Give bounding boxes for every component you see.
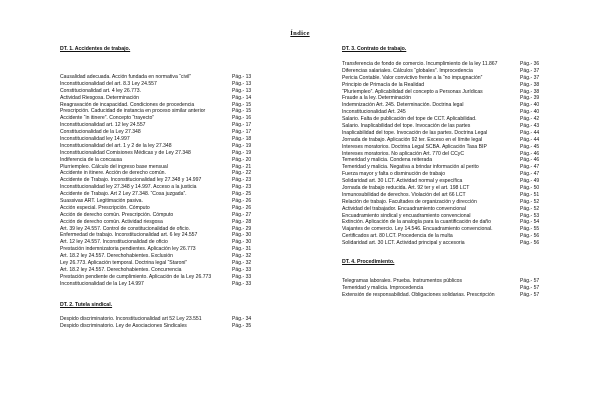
entry-page-number: Pág.- 56 [520,233,540,240]
index-entry [342,240,600,247]
index-entry [60,115,310,122]
entry-label: Indiferencia de la concausa [60,156,123,163]
entry-page-number: Pág.- 32 [232,253,252,260]
index-entry [342,226,600,233]
entry-page-number: Pág.- 33 [232,266,252,273]
index-entry [342,199,600,206]
index-entry [60,323,310,330]
index-title: Índice [290,30,310,37]
index-entry [342,206,600,213]
entry-page-number: Pág.- 13 [232,87,252,94]
index-entry [60,205,310,212]
index-entry [60,129,310,136]
entry-page-number: Pág.- 13 [232,80,252,87]
entry-label: Art. 12 ley 24.557. Inconstitucionalidad de oficio [60,239,168,246]
entry-page-number: Pág.- 17 [232,129,252,136]
index-entry [60,74,310,81]
entry-page-number: Pág.- 25 [232,191,252,198]
entry-label: Reagravación de incapacidad. Condiciones de procedencia [60,101,195,108]
entry-page-number: Pág.- 36 [520,61,540,67]
section-accidentes-de-trabajo [60,46,310,288]
entry-label: Jornada de trabajo. Aplicación 92 ter. Exceso en el límite legal [342,136,483,143]
section-entries [60,316,310,330]
entry-label: Temeridad y malicia. Condena reiterada [342,157,433,164]
index-entry [60,253,310,260]
section-heading: DT. 4. Procedimiento. [342,259,395,266]
entry-page-number: Pág.- 53 [520,212,540,219]
entry-label: Extensión de responsabilidad. Obligaciones solidarias. Prescripción [342,291,495,298]
entry-page-number: Pág.- 32 [232,260,252,267]
entry-page-number: Pág.- 52 [520,198,540,205]
entry-label: Art. 39 ley 24.557. Control de constitucionalidad de oficio. [60,225,190,232]
entry-label: Enfermedad de trabajo. Inconstitucionalidad art. 6 ley 24.557 [60,232,198,239]
entry-label: Despido discriminatorio. Inconstitucionalidad art 52 Ley 23.551 [60,315,202,322]
entry-page-number: Pág.- 39 [520,95,540,102]
entry-label: Accidente in itinere. Acción de derecho común. [60,170,166,177]
index-entry [60,198,310,205]
index-entry [60,184,310,191]
entry-label: Jornada de trabajo reducida. Art. 92 ter y el art. 198 LCT [342,185,470,192]
index-entry [342,219,600,226]
entry-page-number: Pág.- 43 [520,123,540,130]
entry-label: Diferencias salariales. Cálculos “globales”. Improcedencia [342,67,473,74]
entry-page-number: Pág.- 26 [232,198,252,205]
entry-label: Acción especial. Prescripción. Cómputo [60,204,150,211]
index-entry [60,108,310,115]
entry-label: Despido discriminatorio. Ley de Asociaciones Sindicales [60,322,187,329]
index-entry [60,157,310,164]
index-entry [60,88,310,95]
index-entry [60,219,310,226]
entry-page-number: Pág.- 29 [232,225,252,232]
entry-page-number: Pág.- 40 [520,102,540,109]
index-entry [60,191,310,198]
entry-label: Solidaridad art. 30 LCT. Actividad principal y accesoria [342,240,465,247]
entry-label: Suassivas ART. Legitimación pasiva. [60,198,143,205]
right-column [342,46,600,299]
entry-label: Inconstitucionalidad del art. 1 y 2 de la ley 27.348 [60,142,172,149]
entry-page-number: Pág.- 30 [232,232,252,239]
index-entry [342,171,600,178]
index-entry [342,278,600,285]
entry-page-number: Pág.- 26 [232,204,252,211]
index-entry [342,185,600,192]
entry-label: Accidente “in itinere”. Concepto “trayecto” [60,115,154,122]
entry-label: Accidente de Trabajo. Inconstitucionalidad ley 27.348 y 14.997 [60,177,202,184]
section-procedimiento [342,259,600,299]
index-entry [60,164,310,171]
index-entry [60,177,310,184]
index-entry [342,233,600,240]
index-entry [342,61,600,68]
index-entry [60,81,310,88]
entry-page-number: Pág.- 28 [232,218,252,225]
entry-label: Inmunosubilidad de derechos. Violación del art 66 LCT [342,191,466,198]
entry-label: Fuerza mayor y falta o disminución de trabajo [342,171,446,178]
section-heading: DT. 3. Contrato de trabajo. [342,46,407,52]
entry-page-number: Pág.- 57 [520,284,540,291]
entry-label: Viajantes de comercio. Ley 14.546. Encuadramiento convencional. [342,226,493,233]
entry-label: Accidente de Trabajo. Art 2 Ley 27.348. “Cosa juzgada”. [60,191,187,198]
section-heading: DT. 1. Accidentes de trabajo. [60,46,131,52]
section-entries [60,74,310,288]
index-entry [60,136,310,143]
entry-page-number: Pág.- 56 [520,240,540,247]
entry-page-number: Pág.- 15 [232,101,252,108]
entry-label: Pericia Contable. Valor convictivo frente a la “no impugnación” [342,74,483,81]
entry-page-number: Pág.- 27 [232,211,252,218]
entry-label: Prescripción. Caducidad de instancia en proceso similar anterior [60,108,206,115]
entry-page-number: Pág.- 15 [232,108,252,115]
entry-label: Constitucionalidad de la Ley 27.348 [60,129,141,136]
entry-page-number: Pág.- 45 [520,143,540,150]
entry-label: Salario. Inaplicabilidad del tope. Invocación de las partes [342,123,471,130]
entry-label: Intereses moratorios. No aplicación Art. 770 del CCyC [342,150,465,157]
entry-label: Inconstitucionalidad ley 14.997 [60,136,130,143]
entry-page-number: Pág.- 37 [520,67,540,74]
index-entry [342,213,600,220]
index-entry [60,122,310,129]
entry-label: Extinción. Aplicación de la analogía para la cuantificación de daño [342,219,491,226]
entry-label: Inconstitucionalidad del art. 8.3 Ley 24.557 [60,80,157,87]
entry-label: Causalidad adecuada. Acción fundada en normativa “civil” [60,74,192,80]
entry-label: Ley 26.773. Aplicación temporal. Doctrina legal “Staroni” [60,260,188,267]
entry-page-number: Pág.- 49 [520,178,540,185]
index-entry [60,274,310,281]
entry-page-number: Pág.- 50 [520,185,540,192]
entry-page-number: Pág.- 23 [232,184,252,191]
entry-label: Inconstitucionalidad Art. 245 [342,109,406,116]
entry-page-number: Pág.- 40 [520,109,540,116]
entry-page-number: Pág.- 22 [232,170,252,177]
entry-label: Actividad Riesgosa. Determinación [60,94,139,101]
entry-page-number: Pág.- 23 [232,177,252,184]
entry-page-number: Pág.- 46 [520,157,540,164]
index-entry [342,75,600,82]
index-entry [342,102,600,109]
entry-page-number: Pág.- 55 [520,226,540,233]
entry-label: Temeridad y malicia. Improcedencia [342,284,424,291]
entry-label: Encuadramiento sindical y encuadramiento convencional [342,212,471,219]
section-entries [342,61,600,247]
entry-label: Principio de Primacía de la Realidad [342,81,425,88]
entry-label: Art. 18.2 ley 24.557. Derechohabientes. Concurrencia [60,266,182,273]
section-entries [342,278,600,299]
entry-label: “Pluriempleo”. Aplicabilidad del concepto a Personas Jurídicas [342,88,483,95]
entry-page-number: Pág.- 47 [520,164,540,171]
entry-page-number: Pág.- 21 [232,163,252,170]
entry-page-number: Pág.- 33 [232,273,252,280]
index-entry [60,226,310,233]
entry-page-number: Pág.- 18 [232,136,252,143]
entry-label: Actividad del trabajador. Encuadramiento convencional [342,205,467,212]
entry-label: Transferencia de fondo de comercio. Incumplimiento de la ley 11.867 [342,61,498,67]
entry-label: Inconstitucionalidad Comisiones Médicas y de Ley 27.348 [60,149,191,156]
entry-label: Solidaridad art. 30 LCT. Actividad normal y específica [342,178,463,185]
entry-label: Intereses moratorios. Doctrina Legal SCBA. Aplicación Tasa BIP [342,143,487,150]
entry-label: Telegramas laborales. Prueba. Instrumentos públicos [342,278,463,285]
index-entry [342,130,600,137]
index-entry [342,137,600,144]
entry-label: Inconstitucionalidad art. 12 ley 24.557 [60,122,146,129]
entry-label: Inconstitucionalidad de la Ley 14.997 [60,280,144,287]
index-entry [342,68,600,75]
entry-label: Temeridad y malicia. Negativa a brindar información al perito [342,164,479,171]
entry-page-number: Pág.- 30 [232,239,252,246]
entry-page-number: Pág.- 33 [232,280,252,287]
entry-page-number: Pág.- 51 [520,191,540,198]
entry-label: Salario. Falta de publicación del tope de CCT. Aplicabilidad. [342,116,477,123]
index-entry [342,82,600,89]
index-entry [60,170,310,177]
index-entry [342,178,600,185]
index-entry [60,246,310,253]
index-entry [60,316,310,323]
index-entry [342,292,600,299]
section-heading: DT. 2. Tutela sindical. [60,301,113,308]
entry-page-number: Pág.- 20 [232,156,252,163]
section-contrato-de-trabajo [342,46,600,247]
section-tutela-sindical [60,302,310,330]
entry-page-number: Pág.- 19 [232,142,252,149]
index-entry [60,239,310,246]
index-entry [342,95,600,102]
entry-page-number: Pág.- 14 [232,94,252,101]
entry-page-number: Pág.- 44 [520,136,540,143]
left-column [60,46,310,329]
index-entry [342,192,600,199]
index-entry [342,116,600,123]
entry-page-number: Pág.- 57 [520,291,540,298]
entry-page-number: Pág.- 57 [520,278,540,285]
entry-label: Acción de derecho común. Prescripción. Cómputo [60,211,174,218]
index-entry [60,95,310,102]
entry-page-number: Pág.- 31 [232,246,252,253]
entry-page-number: Pág.- 16 [232,115,252,122]
entry-page-number: Pág.- 37 [520,74,540,81]
index-entry [342,89,600,96]
index-entry [60,212,310,219]
index-entry [60,260,310,267]
entry-label: Certificados art. 80 LCT. Procedencia de la multa [342,233,453,240]
entry-page-number: Pág.- 38 [520,88,540,95]
entry-page-number: Pág.- 47 [520,171,540,178]
index-entry [342,151,600,158]
entry-page-number: Pág.- 13 [232,74,252,80]
entry-page-number: Pág.- 19 [232,149,252,156]
entry-label: Inaplicabilidad del tope. Invocación de las partes. Doctrina Legal [342,129,488,136]
index-entry [60,150,310,157]
index-entry [342,144,600,151]
entry-page-number: Pág.- 52 [520,205,540,212]
index-entry [60,267,310,274]
entry-page-number: Pág.- 38 [520,81,540,88]
index-entry [60,232,310,239]
entry-page-number: Pág.- 17 [232,122,252,129]
entry-label: Constitucionalidad art. 4 ley 26.773. [60,87,141,94]
entry-label: Art. 18.2 ley 24.557. Derechohabientes. Exclusión [60,253,173,260]
entry-label: Inconstitucionalidad ley 27.348 y 14.997. Acceso a la justicia [60,184,197,191]
index-entry [342,109,600,116]
entry-label: Acción de derecho común. Actividad riesgosa [60,218,163,225]
index-entry [342,123,600,130]
entry-page-number: Pág.- 35 [232,322,252,329]
entry-label: Indemnización Art. 245. Determinación. Doctrina legal [342,102,464,109]
index-entry [60,143,310,150]
index-entry [342,285,600,292]
index-entry [342,164,600,171]
index-entry [60,102,310,109]
entry-label: Prestación pendiente de cumplimiento. Aplicación de la Ley 26.773 [60,273,212,280]
index-entry [60,281,310,288]
entry-label: Plurriempleo. Cálculo del ingreso base mensual [60,163,168,170]
entry-page-number: Pág.- 46 [520,150,540,157]
entry-page-number: Pág.- 44 [520,129,540,136]
entry-page-number: Pág.- 42 [520,116,540,123]
entry-page-number: Pág.- 54 [520,219,540,226]
entry-label: Fraude a la ley. Determinación [342,95,411,102]
entry-page-number: Pág.- 34 [232,315,252,322]
index-entry [342,157,600,164]
entry-label: Prestación indemnizatoria pendientes. Aplicación ley 26.773 [60,246,196,253]
entry-label: Relación de trabajo. Facultades de organización y dirección [342,198,477,205]
